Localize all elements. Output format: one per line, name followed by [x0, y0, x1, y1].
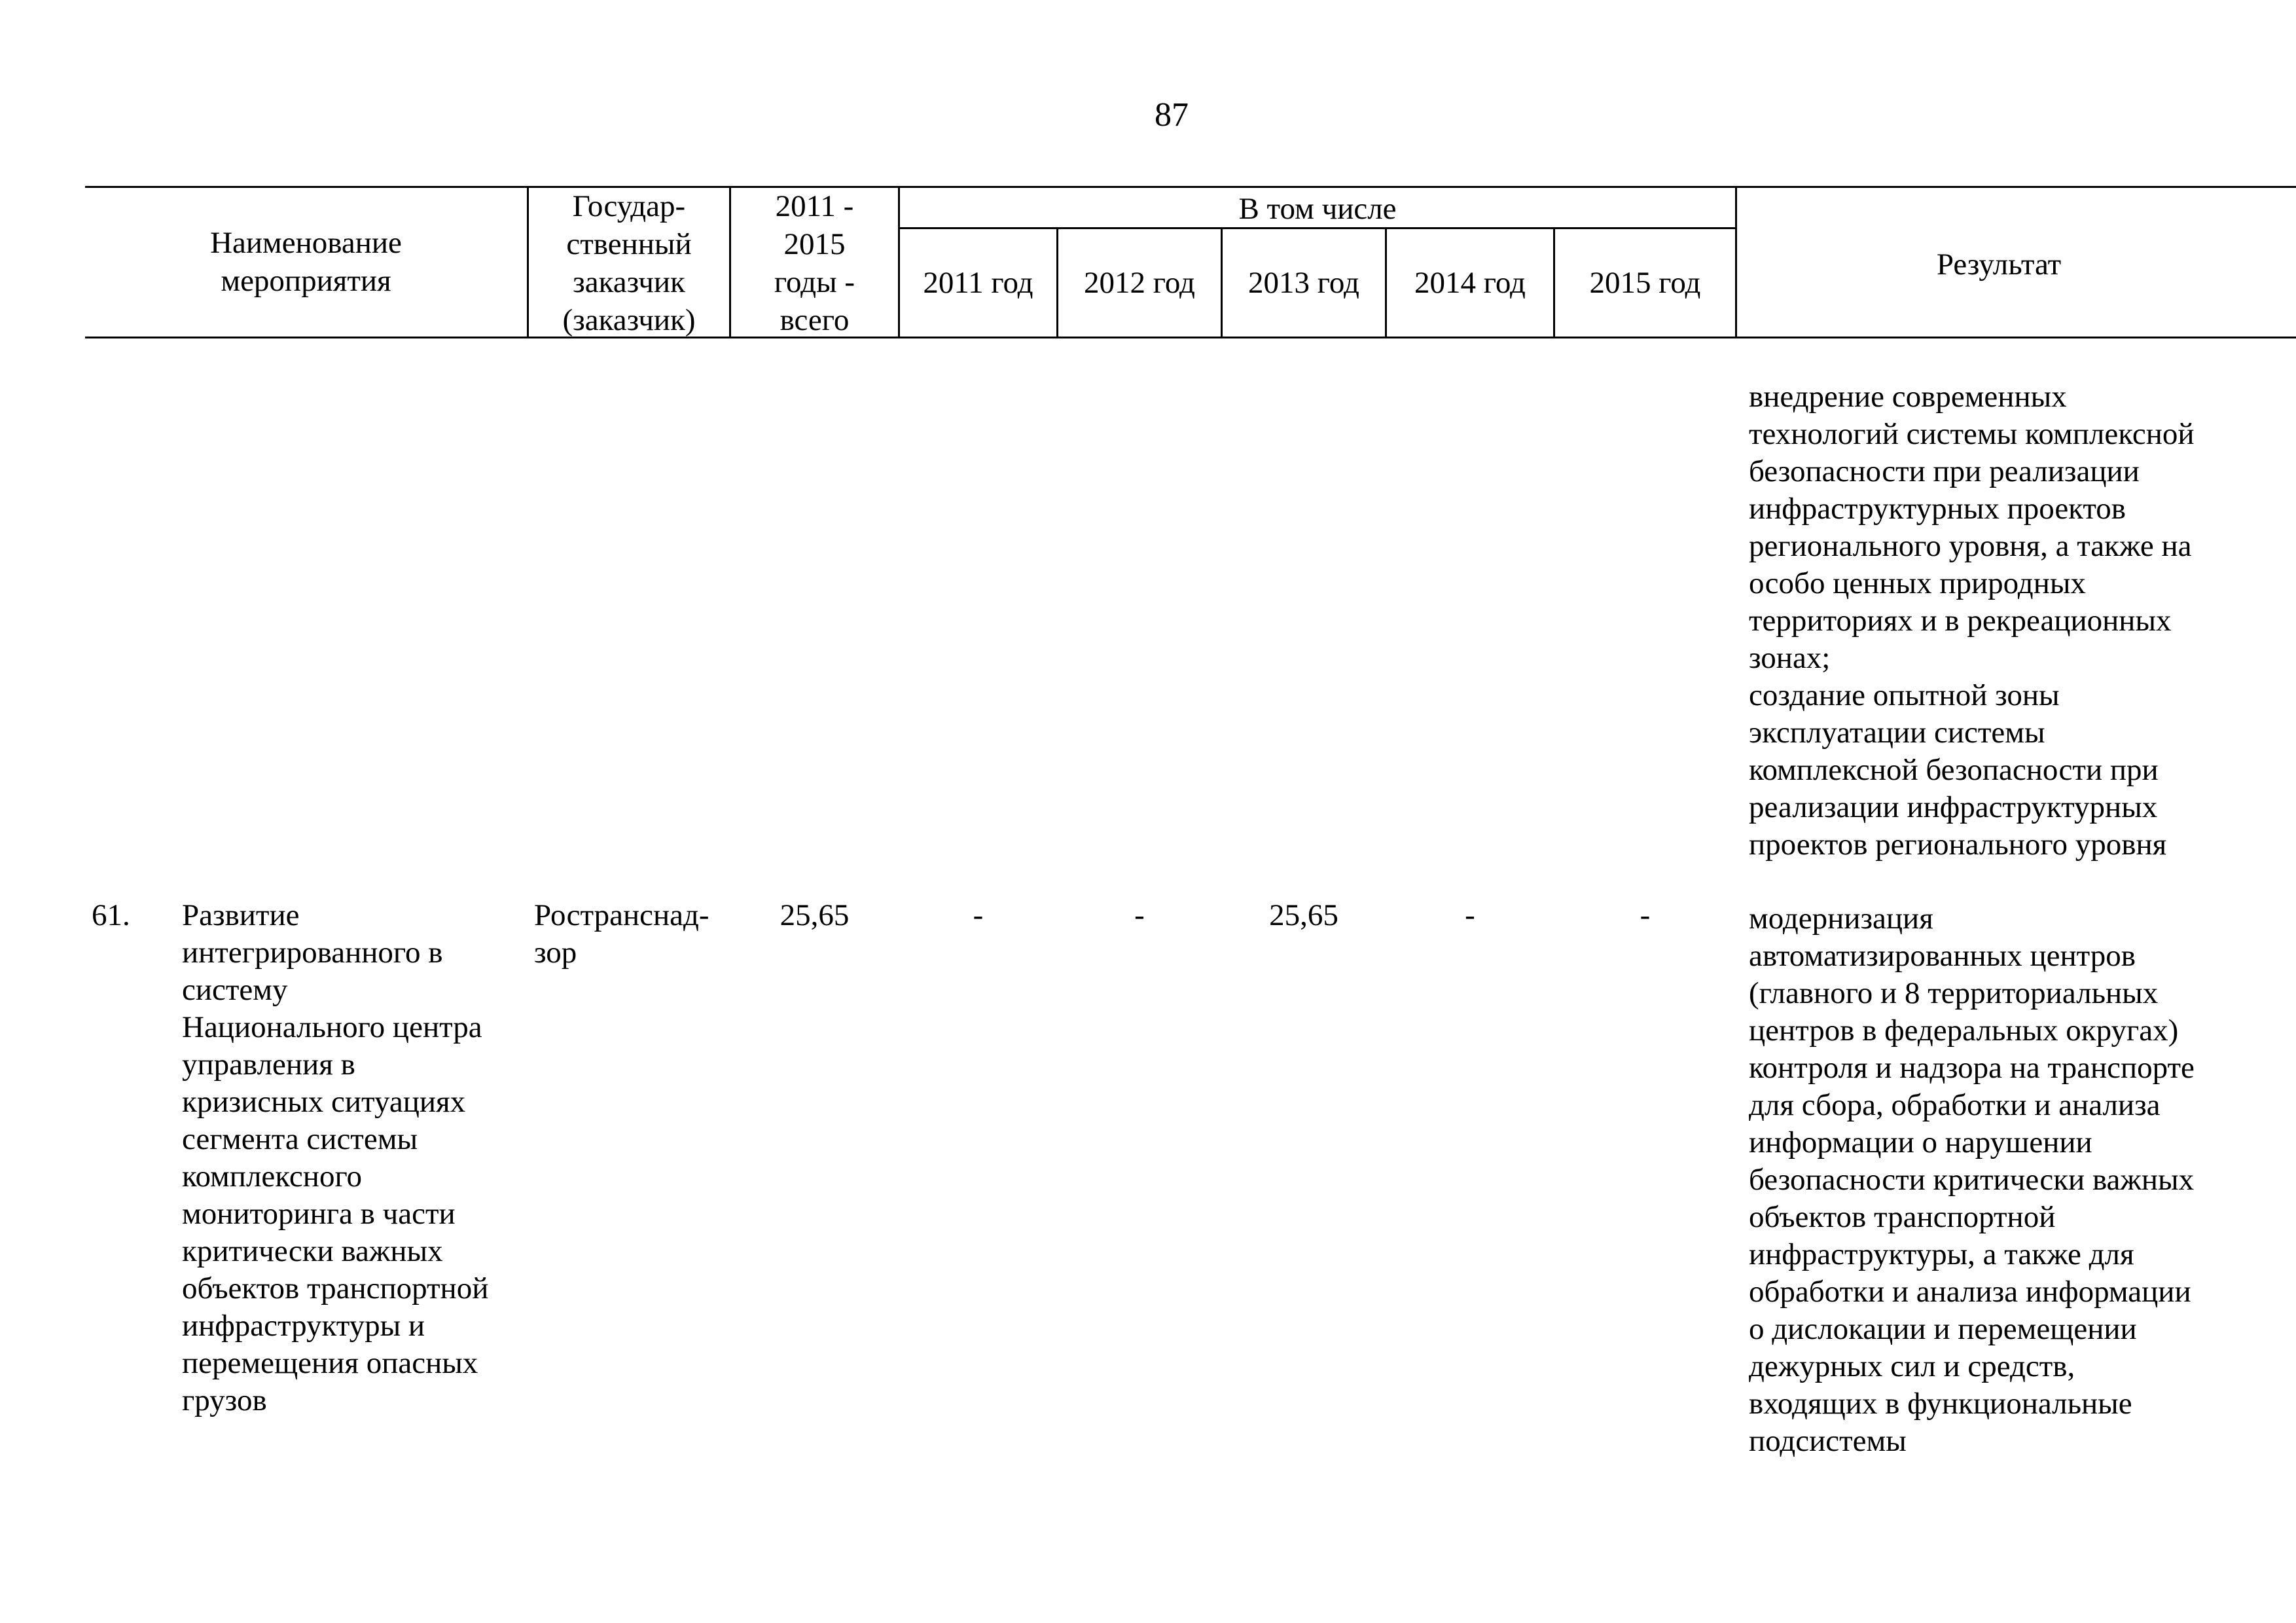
- header-customer-line-1: Государ-: [572, 189, 686, 223]
- row-name-line: объектов транспортной: [182, 1271, 489, 1305]
- row-result: [1749, 900, 2292, 1460]
- header-total-line-2: 2015: [783, 227, 846, 261]
- row-name-line: кризисных ситуациях: [182, 1085, 466, 1119]
- continued-result-line: комплексной безопасности при: [1749, 753, 2159, 787]
- row-total: 25,65: [780, 898, 850, 932]
- row-result-line: входящих в функциональные: [1749, 1387, 2132, 1421]
- row-name-line: инфраструктуры и: [182, 1309, 425, 1343]
- header-year-2013: 2013 год: [1248, 266, 1359, 300]
- continued-result-line: проектов регионального уровня: [1749, 828, 2167, 862]
- row-result-line: инфраструктуры, а также для: [1749, 1237, 2134, 1271]
- row-result-line: обработки и анализа информации: [1749, 1275, 2191, 1309]
- header-customer: [529, 187, 729, 339]
- header-name: [85, 224, 527, 300]
- header-total-line-3: годы -: [774, 265, 855, 299]
- row-name-line: сегмента системы: [182, 1122, 418, 1156]
- row-value-2015: -: [1640, 898, 1651, 932]
- page-number: 87: [1155, 96, 1189, 134]
- continued-result-line: территориях и в рекреационных: [1749, 604, 2172, 638]
- row-result-line: подсистемы: [1749, 1424, 1907, 1458]
- row-value-2014: -: [1465, 898, 1475, 932]
- row-result-line: модернизация: [1749, 902, 1933, 936]
- header-customer-line-2: ственный: [566, 227, 692, 261]
- continued-result-line: внедрение современных: [1749, 380, 2067, 414]
- row-name-line: грузов: [182, 1383, 267, 1417]
- header-year-2012: 2012 год: [1084, 266, 1195, 300]
- continued-result-line: эксплуатации системы: [1749, 716, 2045, 750]
- continued-result-line: инфраструктурных проектов: [1749, 492, 2126, 526]
- row-name-line: систему: [182, 973, 288, 1007]
- table-top-border: [85, 186, 2296, 188]
- row-result-line: объектов транспортной: [1749, 1200, 2056, 1234]
- header-name-line-2: мероприятия: [221, 264, 391, 298]
- row-result-line: автоматизированных центров: [1749, 939, 2136, 973]
- row-value-2012: -: [1134, 898, 1145, 932]
- header-total: [731, 187, 898, 339]
- row-name: [182, 897, 522, 1419]
- row-result-line: дежурных сил и средств,: [1749, 1349, 2075, 1383]
- continued-result-line: зонах;: [1749, 641, 1831, 675]
- header-bottom-border: [85, 337, 2296, 338]
- header-year-2015: 2015 год: [1589, 266, 1701, 300]
- row-name-line: управления в: [182, 1048, 355, 1082]
- row-value-2011: -: [973, 898, 984, 932]
- continued-result-line: регионального уровня, а также на: [1749, 529, 2192, 563]
- header-total-line-1: 2011 -: [775, 189, 854, 223]
- row-value-2013: 25,65: [1269, 898, 1338, 932]
- row-result-line: о дислокации и перемещении: [1749, 1312, 2137, 1346]
- header-customer-line-4: (заказчик): [562, 303, 696, 337]
- header-customer-line-3: заказчик: [573, 265, 685, 299]
- row-name-line: комплексного: [182, 1159, 363, 1194]
- continued-result-text: [1749, 378, 2292, 864]
- row-result-line: информации о нарушении: [1749, 1125, 2092, 1159]
- row-result-line: контроля и надзора на транспорте: [1749, 1051, 2195, 1085]
- header-year-2011: 2011 год: [923, 266, 1033, 300]
- continued-result-line: реализации инфраструктурных: [1749, 790, 2158, 824]
- row-result-line: безопасности критически важных: [1749, 1163, 2195, 1197]
- continued-result-line: технологий системы комплексной: [1749, 417, 2195, 451]
- header-name-line-1: Наименование: [210, 226, 402, 260]
- row-name-line: Национального центра: [182, 1010, 482, 1044]
- row-name-line: перемещения опасных: [182, 1346, 478, 1380]
- header-including: В том числе: [1238, 192, 1397, 226]
- row-customer-line: Ространснад-: [534, 898, 709, 932]
- row-result-line: (главного и 8 территориальных: [1749, 976, 2159, 1010]
- row-number: 61.: [92, 898, 130, 932]
- row-name-line: мониторинга в части: [182, 1197, 456, 1231]
- row-result-line: центров в федеральных округах): [1749, 1013, 2179, 1048]
- header-result: Результат: [1936, 247, 2062, 282]
- row-result-line: для сбора, обработки и анализа: [1749, 1088, 2161, 1122]
- continued-result-line: создание опытной зоны: [1749, 678, 2060, 712]
- continued-result-line: особо ценных природных: [1749, 566, 2086, 600]
- header-total-line-4: всего: [780, 303, 850, 337]
- row-customer-line: зор: [534, 936, 577, 970]
- continued-result-line: безопасности при реализации: [1749, 454, 2140, 488]
- row-customer: [534, 897, 728, 972]
- row-name-line: интегрированного в: [182, 936, 443, 970]
- header-year-2014: 2014 год: [1414, 266, 1526, 300]
- row-name-line: критически важных: [182, 1234, 443, 1268]
- row-name-line: Развитие: [182, 898, 300, 932]
